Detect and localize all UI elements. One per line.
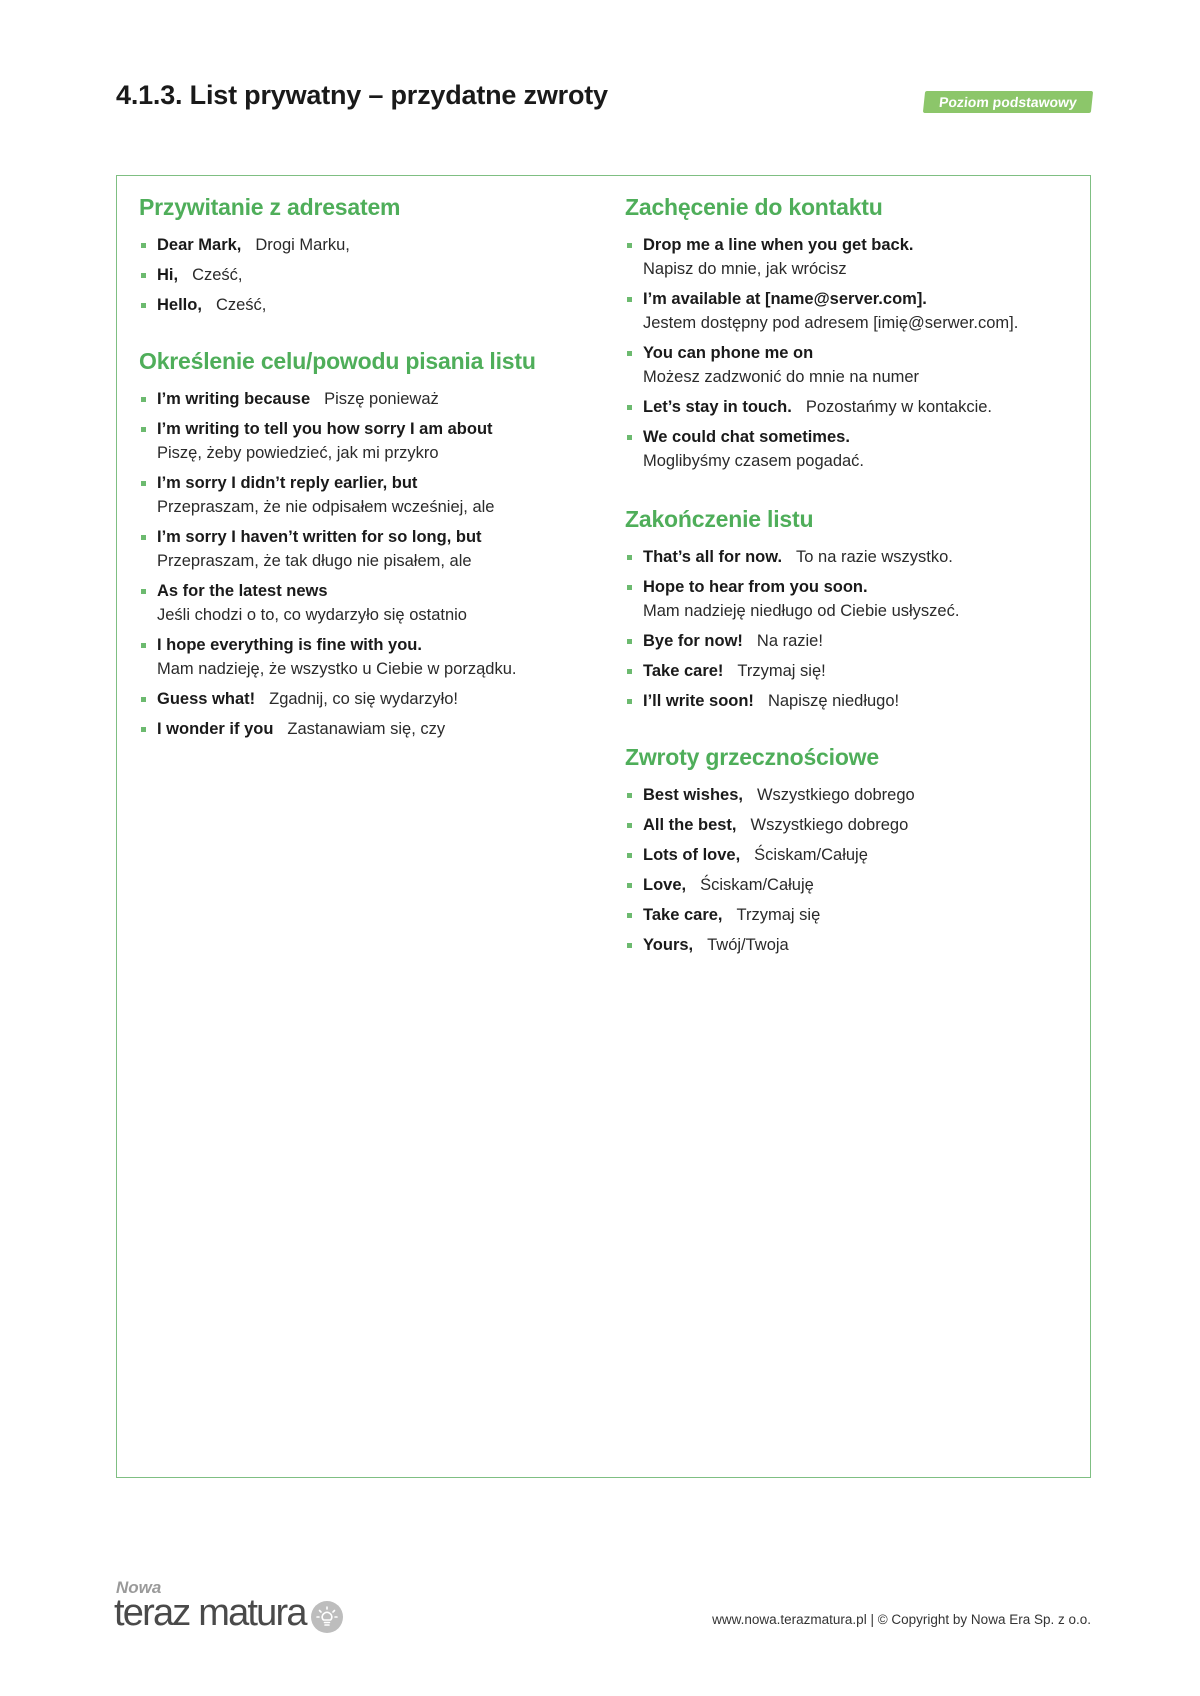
- phrase-polish: Zgadnij, co się wydarzyło!: [269, 690, 459, 708]
- section-heading: Zakończenie listu: [625, 506, 814, 532]
- phrase-polish: Możesz zadzwonić do mnie na numer: [643, 368, 920, 386]
- phrase-polish: Piszę ponieważ: [324, 390, 439, 408]
- list-item: [139, 525, 609, 573]
- phrase-polish: Wszystkiego dobrego: [750, 816, 909, 834]
- phrase-polish: Twój/Twoja: [707, 936, 789, 954]
- list-item: [625, 933, 1075, 957]
- phrase-polish: Wszystkiego dobrego: [756, 786, 915, 804]
- phrase-english: Hello,: [157, 296, 202, 314]
- list-item: [625, 575, 1075, 623]
- phrase-english: I hope everything is fine with you.: [157, 636, 422, 654]
- list-item: [625, 813, 1075, 837]
- list-item: [139, 233, 609, 257]
- list-item: [139, 633, 609, 681]
- page-title: 4.1.3. List prywatny – przydatne zwroty: [116, 80, 608, 110]
- list-item: [139, 579, 609, 627]
- phrase-polish: Piszę, żeby powiedzieć, jak mi przykro: [157, 444, 439, 462]
- list-item: [625, 903, 1075, 927]
- phrase-english: As for the latest news: [157, 582, 328, 600]
- list-item: [625, 233, 1075, 281]
- phrase-polish: Zastanawiam się, czy: [287, 720, 446, 738]
- list-item: [625, 783, 1075, 807]
- phrase-english: Lots of love,: [643, 846, 741, 864]
- phrase-list: [625, 545, 1075, 713]
- section-closing: [625, 506, 1075, 719]
- phrase-english: I’m writing to tell you how sorry I am about: [157, 420, 493, 438]
- level-badge: Poziom podstawowy: [923, 91, 1093, 113]
- section-heading: Określenie celu/powodu pisania listu: [139, 348, 536, 374]
- phrase-polish: Drogi Marku,: [255, 236, 350, 254]
- list-item: [625, 873, 1075, 897]
- phrase-list: [139, 233, 609, 317]
- phrase-polish: Cześć,: [192, 266, 243, 284]
- phrase-list: [139, 387, 609, 741]
- phrase-english: Drop me a line when you get back.: [643, 236, 914, 254]
- list-item: [625, 545, 1075, 569]
- lightbulb-icon: [310, 1600, 344, 1634]
- phrase-polish: Ściskam/Całuję: [754, 846, 868, 864]
- phrase-polish: Napisz do mnie, jak wrócisz: [643, 260, 847, 278]
- list-item: [625, 395, 1075, 419]
- phrase-english: I wonder if you: [157, 720, 274, 738]
- teraz-matura-logo: [114, 1578, 354, 1638]
- phrase-polish: Cześć,: [215, 296, 267, 314]
- phrase-list: [625, 783, 1075, 957]
- phrase-polish: Mam nadzieję, że wszystko u Ciebie w porządku.: [157, 660, 517, 678]
- section-heading: Zwroty grzecznościowe: [625, 744, 879, 770]
- phrase-polish: To na razie wszystko.: [796, 548, 953, 566]
- phrase-polish: Trzymaj się!: [737, 662, 826, 680]
- list-item: [625, 843, 1075, 867]
- phrase-english: Bye for now!: [643, 632, 743, 650]
- list-item: [625, 425, 1075, 473]
- phrase-polish: Trzymaj się: [736, 906, 821, 924]
- phrase-polish: Na razie!: [756, 632, 823, 650]
- list-item: [139, 687, 609, 711]
- phrase-polish: Jeśli chodzi o to, co wydarzyło się ostatnio: [157, 606, 467, 624]
- list-item: [625, 689, 1075, 713]
- phrase-polish: Moglibyśmy czasem pogadać.: [643, 452, 865, 470]
- phrase-english: Love,: [643, 876, 687, 894]
- footer-copyright: www.nowa.terazmatura.pl | © Copyright by Nowa Era Sp. z o.o.: [712, 1612, 1091, 1627]
- phrase-polish: Jestem dostępny pod adresem [imię@serwer.com].: [643, 314, 1019, 332]
- list-item: [139, 263, 609, 287]
- phrase-english: I’m writing because: [157, 390, 311, 408]
- section-contact: [625, 194, 1075, 479]
- list-item: [625, 287, 1075, 335]
- list-item: [625, 629, 1075, 653]
- phrase-english: Yours,: [643, 936, 694, 954]
- phrase-english: You can phone me on: [643, 344, 814, 362]
- phrase-list: [625, 233, 1075, 473]
- phrase-english: Hi,: [157, 266, 179, 284]
- phrases-panel: [116, 175, 1091, 1478]
- phrase-english: Take care,: [643, 906, 723, 924]
- phrase-polish: Przepraszam, że tak długo nie pisałem, ale: [157, 552, 472, 570]
- phrase-english: I’ll write soon!: [643, 692, 754, 710]
- section-heading: Zachęcenie do kontaktu: [625, 194, 883, 220]
- list-item: [139, 717, 609, 741]
- phrase-english: All the best,: [643, 816, 737, 834]
- phrase-english: Best wishes,: [643, 786, 743, 804]
- phrase-polish: Przepraszam, że nie odpisałem wcześniej, ale: [157, 498, 495, 516]
- list-item: [625, 341, 1075, 389]
- phrase-polish: Ściskam/Całuję: [700, 876, 814, 894]
- phrase-english: Dear Mark,: [157, 236, 242, 254]
- phrase-english: I’m sorry I haven’t written for so long, but: [157, 528, 482, 546]
- list-item: [139, 293, 609, 317]
- list-item: [139, 417, 609, 465]
- phrase-english: Hope to hear from you soon.: [643, 578, 868, 596]
- list-item: [625, 659, 1075, 683]
- phrase-english: I’m sorry I didn’t reply earlier, but: [157, 474, 418, 492]
- phrase-polish: Pozostańmy w kontakcie.: [805, 398, 993, 416]
- logo-nowa-text: Nowa: [116, 1578, 162, 1597]
- section-purpose: [139, 348, 609, 747]
- logo-main-text: teraz matura: [114, 1592, 306, 1634]
- list-item: [139, 387, 609, 411]
- phrase-english: I’m available at [name@server.com].: [643, 290, 927, 308]
- phrase-english: We could chat sometimes.: [643, 428, 850, 446]
- phrase-english: Take care!: [643, 662, 724, 680]
- list-item: [139, 471, 609, 519]
- phrase-polish: Napiszę niedługo!: [767, 692, 900, 710]
- phrase-english: Let’s stay in touch.: [643, 398, 792, 416]
- phrase-polish: Mam nadzieję niedługo od Ciebie usłyszeć.: [643, 602, 960, 620]
- phrase-english: Guess what!: [157, 690, 256, 708]
- section-courtesy: [625, 744, 1075, 963]
- section-heading: Przywitanie z adresatem: [139, 194, 401, 220]
- phrase-english: That’s all for now.: [643, 548, 783, 566]
- section-greeting: [139, 194, 609, 323]
